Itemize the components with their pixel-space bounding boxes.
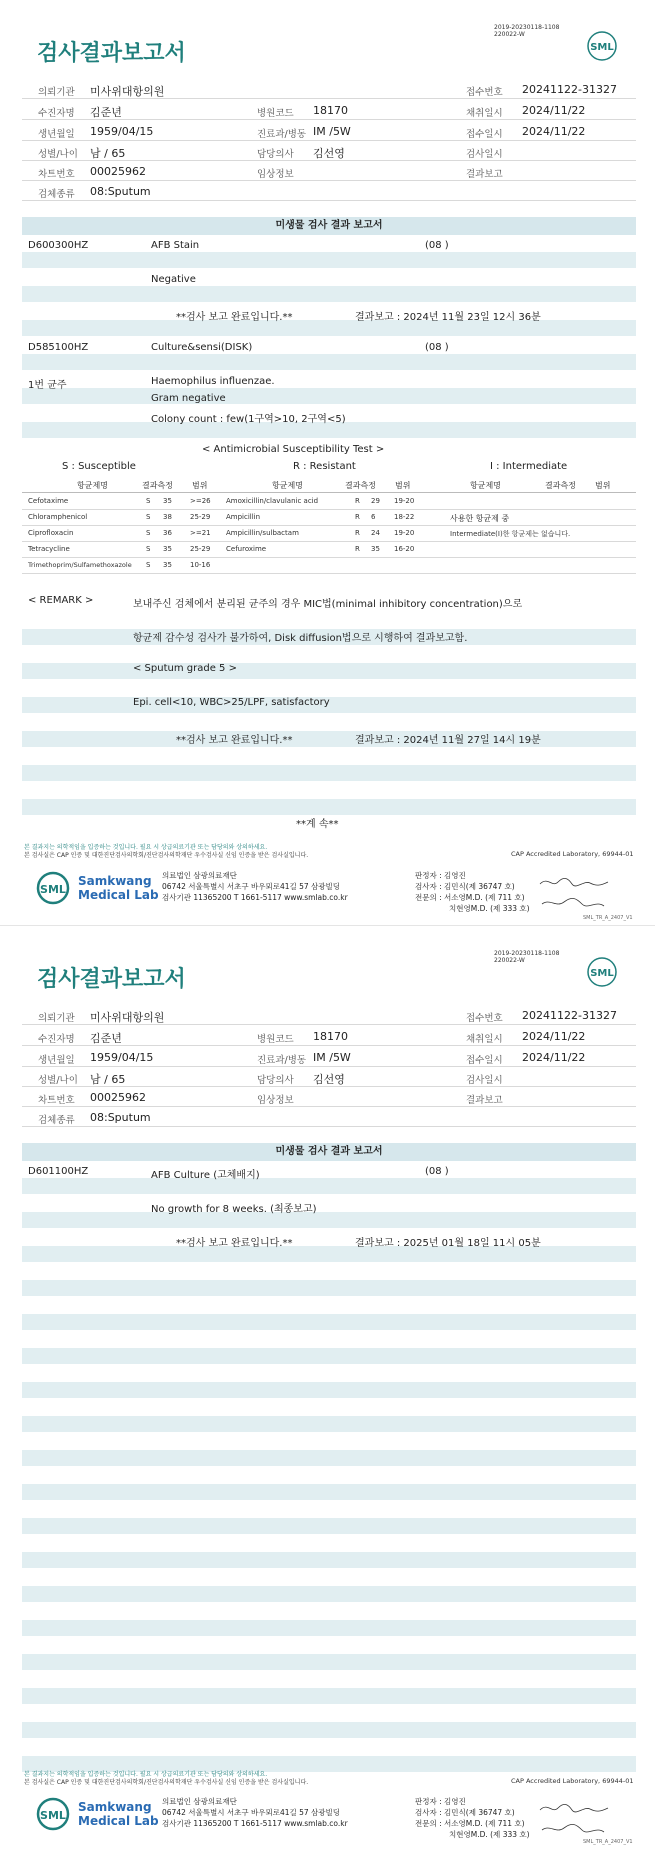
ast-drug: Trimethoprim/Sulfamethoxazole: [28, 561, 132, 569]
ast-range: >=26: [190, 497, 211, 505]
cap-accreditation: CAP Accredited Laboratory, 69944-01: [511, 850, 634, 858]
staff-line: 치현영M.D. (제 333 호): [449, 1830, 530, 1839]
col-result: 결과측정: [345, 481, 376, 490]
hospital-code-value: 18170: [313, 104, 348, 117]
ast-range: >=21: [190, 529, 211, 537]
lab-addr: 06742 서울특별시 서초구 바우뫼로41길 57 삼광빌딩: [162, 1808, 341, 1817]
svg-text:SML: SML: [40, 1809, 66, 1822]
birth-label: 생년월일: [38, 129, 75, 140]
ast-range: 25-29: [190, 513, 211, 521]
staff-line: 판정자 : 김영진: [415, 1797, 466, 1806]
doc-code: [494, 950, 559, 964]
lab-tel: 검사기관 11365200 T 1661-5117 www.smlab.co.kr: [162, 893, 348, 902]
ast-result: R: [355, 513, 360, 521]
test-specimen: (08 ): [425, 342, 449, 353]
receipt-no-label: 접수번호: [466, 1013, 503, 1024]
svg-text:SML: SML: [40, 883, 66, 896]
brand-line: Samkwang: [78, 874, 152, 888]
legend-susceptible: S : Susceptible: [62, 461, 136, 472]
collect-date-value: 2024/11/22: [522, 1030, 586, 1043]
svg-text:SML: SML: [590, 42, 614, 53]
sputum-grade: < Sputum grade 5 >: [133, 663, 237, 674]
birth-value: 1959/04/15: [90, 1051, 154, 1064]
sex-age-label: 성별/나이: [38, 149, 78, 160]
chart-value: 00025962: [90, 1091, 146, 1104]
col-drug: 항균제명: [77, 481, 108, 490]
collect-date-value: 2024/11/22: [522, 104, 586, 117]
ast-result: S: [146, 545, 151, 553]
lab-org: 의료법인 삼광의료재단: [162, 871, 237, 880]
ast-drug: Cefuroxime: [226, 545, 267, 553]
gram-stain: Gram negative: [151, 393, 226, 404]
patient-label: 수진자명: [38, 108, 75, 119]
continued-label: **계 속**: [296, 819, 339, 830]
doctor-value: 김선영: [313, 1073, 345, 1086]
col-range: 범위: [595, 481, 611, 490]
lab-org: 의료법인 삼광의료재단: [162, 1797, 237, 1806]
remark-text: 항균제 감수성 검사가 불가하여, Disk diffusion법으로 시행하여 결과보고함.: [133, 633, 468, 644]
report-datetime: 결과보고 : 2024년 11월 23일 12시 36분: [355, 312, 541, 323]
ast-result: S: [146, 497, 151, 505]
legend-resistant: R : Resistant: [293, 461, 356, 472]
sml-logo-icon: [35, 870, 71, 906]
dept-value: IM /5W: [313, 1051, 351, 1064]
chart-label: 차트번호: [38, 1095, 75, 1106]
sml-logo-icon: [586, 956, 618, 988]
dept-label: 진료과/병동: [257, 129, 307, 140]
doc-code-line: 2019-20230118-1108: [494, 950, 560, 957]
staff-line: 검사자 : 김민식(제 36747 호): [415, 1808, 515, 1817]
lab-staff: [415, 870, 530, 914]
test-code: D601100HZ: [28, 1166, 89, 1177]
ast-value: 24: [371, 529, 380, 537]
colony-count: Colony count : few(1구역>10, 2구역<5): [151, 414, 346, 425]
doc-code-line: 220022-W: [494, 31, 525, 38]
col-range: 범위: [192, 481, 208, 490]
lab-addr: 06742 서울특별시 서초구 바우뫼로41길 57 삼광빌딩: [162, 882, 341, 891]
receipt-no-label: 접수번호: [466, 87, 503, 98]
institution-value: 미사위대항의원: [90, 85, 165, 98]
ast-range: 19-20: [394, 497, 415, 505]
birth-label: 생년월일: [38, 1055, 75, 1066]
ast-range: 19-20: [394, 529, 415, 537]
ast-drug: Ciprofloxacin: [28, 529, 74, 537]
section-title: 미생물 검사 결과 보고서: [22, 217, 636, 235]
lab-address: [162, 1796, 348, 1829]
sex-age-label: 성별/나이: [38, 1075, 78, 1086]
ast-range: 10-16: [190, 561, 211, 569]
section-title: 미생물 검사 결과 보고서: [22, 1143, 636, 1161]
report-datetime: 결과보고 : 2024년 11월 27일 14시 19분: [355, 735, 541, 746]
doctor-value: 김선영: [313, 147, 345, 160]
clinical-label: 임상정보: [257, 1095, 294, 1106]
footer-note: 본 검사실은 CAP 인증 및 대한진단검사의학회/진단검사의학재단 우수검사실 신임 인증을 받은 검사실입니다.: [24, 852, 309, 859]
doc-code-line: 220022-W: [494, 957, 525, 964]
staff-line: 전문의 : 서소영M.D. (제 711 호): [415, 1819, 525, 1828]
receipt-no-value: 20241122-31327: [522, 1009, 617, 1022]
chart-value: 00025962: [90, 165, 146, 178]
patient-label: 수진자명: [38, 1034, 75, 1045]
staff-line: 검사자 : 김민식(제 36747 호): [415, 882, 515, 891]
ast-drug: Chloramphenicol: [28, 513, 88, 521]
report-complete: **검사 보고 완료입니다.**: [176, 1238, 293, 1249]
report-title: 검사결과보고서: [37, 967, 186, 992]
receive-date-value: 2024/11/22: [522, 125, 586, 138]
ast-result: S: [146, 513, 151, 521]
footer-note: 본 결과지는 의학적임을 입증하는 것입니다. 필요 시 상급의료기관 또는 담당의와 상의하세요.: [24, 844, 268, 851]
legend-intermediate: I : Intermediate: [490, 461, 568, 472]
svg-text:SML: SML: [590, 968, 614, 979]
brand-name: [78, 874, 159, 902]
ast-drug: Cefotaxime: [28, 497, 69, 505]
isolate-label: 1번 균주: [28, 380, 67, 391]
ast-value: 35: [163, 497, 172, 505]
ast-drug: Ampicillin/sulbactam: [226, 529, 299, 537]
ast-value: 6: [371, 513, 376, 521]
remark-label: < REMARK >: [28, 595, 94, 606]
report-title: 검사결과보고서: [37, 41, 186, 66]
institution-label: 의뢰기관: [38, 1013, 75, 1024]
test-result: Negative: [151, 274, 196, 285]
report-complete: **검사 보고 완료입니다.**: [176, 312, 293, 323]
test-name: Culture&sensi(DISK): [151, 342, 253, 353]
receive-date-value: 2024/11/22: [522, 1051, 586, 1064]
hospital-code-label: 병원코드: [257, 1034, 294, 1045]
doctor-label: 담당의사: [257, 1075, 294, 1086]
doctor-label: 담당의사: [257, 149, 294, 160]
ast-result: R: [355, 545, 360, 553]
signature-icon: [538, 874, 618, 914]
footer-note: 본 검사실은 CAP 인증 및 대한진단검사의학회/진단검사의학재단 우수검사실 신임 인증을 받은 검사실입니다.: [24, 1779, 309, 1786]
test-result: No growth for 8 weeks. (최종보고): [151, 1204, 317, 1215]
ast-value: 35: [371, 545, 380, 553]
col-drug: 항균제명: [470, 481, 501, 490]
test-specimen: (08 ): [425, 240, 449, 251]
footer-note: 본 결과지는 의학적임을 입증하는 것입니다. 필요 시 상급의료기관 또는 담당의와 상의하세요.: [24, 1771, 268, 1778]
ast-note: 사용한 항균제 중: [450, 514, 510, 523]
dept-value: IM /5W: [313, 125, 351, 138]
brand-line: Medical Lab: [78, 1814, 159, 1828]
sputum-grade-detail: Epi. cell<10, WBC>25/LPF, satisfactory: [133, 697, 330, 708]
ast-result: S: [146, 561, 151, 569]
form-version: SML_TR_A_2407_V1: [583, 915, 633, 921]
ast-value: 38: [163, 513, 172, 521]
institution-label: 의뢰기관: [38, 87, 75, 98]
sex-age-value: 남 / 65: [90, 1073, 126, 1086]
ast-drug: Amoxicillin/clavulanic acid: [226, 497, 319, 505]
hospital-code-value: 18170: [313, 1030, 348, 1043]
sex-age-value: 남 / 65: [90, 147, 126, 160]
patient-value: 김준년: [90, 1032, 122, 1045]
staff-line: 전문의 : 서소영M.D. (제 711 호): [415, 893, 525, 902]
brand-line: Medical Lab: [78, 888, 159, 902]
report-datetime: 결과보고 : 2025년 01월 18일 11시 05분: [355, 1238, 541, 1249]
ast-result: S: [146, 529, 151, 537]
col-drug: 항균제명: [272, 481, 303, 490]
ast-drug: Ampicillin: [226, 513, 261, 521]
doc-code-line: 2019-20230118-1108: [494, 24, 560, 31]
test-code: D600300HZ: [28, 240, 89, 251]
test-code: D585100HZ: [28, 342, 89, 353]
brand-line: Samkwang: [78, 1800, 152, 1814]
doc-code: [494, 24, 559, 38]
specimen-label: 검체종류: [38, 1115, 75, 1126]
report-complete: **검사 보고 완료입니다.**: [176, 735, 293, 746]
specimen-value: 08:Sputum: [90, 185, 151, 198]
ast-value: 29: [371, 497, 380, 505]
report-label: 결과보고: [466, 169, 503, 180]
report-label: 결과보고: [466, 1095, 503, 1106]
birth-value: 1959/04/15: [90, 125, 154, 138]
brand-name: [78, 1800, 159, 1828]
ast-value: 35: [163, 561, 172, 569]
institution-value: 미사위대항의원: [90, 1011, 165, 1024]
report-page-1: [0, 0, 655, 925]
patient-value: 김준년: [90, 106, 122, 119]
clinical-label: 임상정보: [257, 169, 294, 180]
lab-address: [162, 870, 348, 903]
remark-text: 보내주신 검체에서 분리된 균주의 경우 MIC법(minimal inhibitory concentration)으로: [133, 599, 523, 610]
ast-note: Intermediate(I)한 항균제는 없습니다.: [450, 530, 571, 538]
collect-date-label: 채취일시: [466, 108, 503, 119]
lab-staff: [415, 1796, 530, 1840]
form-version: SML_TR_A_2407_V1: [583, 1839, 633, 1845]
receive-date-label: 접수일시: [466, 1055, 503, 1066]
test-name: AFB Culture (고체배지): [151, 1170, 260, 1181]
ast-value: 36: [163, 529, 172, 537]
col-result: 결과측정: [545, 481, 576, 490]
col-range: 범위: [395, 481, 411, 490]
signature-icon: [538, 1800, 618, 1840]
test-date-label: 검사일시: [466, 1075, 503, 1086]
hospital-code-label: 병원코드: [257, 108, 294, 119]
receipt-no-value: 20241122-31327: [522, 83, 617, 96]
lab-tel: 검사기관 11365200 T 1661-5117 www.smlab.co.kr: [162, 1819, 348, 1828]
ast-result: R: [355, 529, 360, 537]
ast-range: 25-29: [190, 545, 211, 553]
cap-accreditation: CAP Accredited Laboratory, 69944-01: [511, 1777, 634, 1785]
staff-line: 판정자 : 김영진: [415, 871, 466, 880]
sml-logo-icon: [35, 1796, 71, 1832]
test-date-label: 검사일시: [466, 149, 503, 160]
ast-result: R: [355, 497, 360, 505]
ast-title: < Antimicrobial Susceptibility Test >: [202, 444, 385, 455]
test-specimen: (08 ): [425, 1166, 449, 1177]
ast-range: 18-22: [394, 513, 415, 521]
specimen-value: 08:Sputum: [90, 1111, 151, 1124]
dept-label: 진료과/병동: [257, 1055, 307, 1066]
ast-value: 35: [163, 545, 172, 553]
receive-date-label: 접수일시: [466, 129, 503, 140]
report-page-2: [0, 925, 655, 1851]
collect-date-label: 채취일시: [466, 1034, 503, 1045]
organism: Haemophilus influenzae.: [151, 376, 275, 387]
col-result: 결과측정: [142, 481, 173, 490]
ast-range: 16-20: [394, 545, 415, 553]
chart-label: 차트번호: [38, 169, 75, 180]
specimen-label: 검체종류: [38, 189, 75, 200]
staff-line: 치현영M.D. (제 333 호): [449, 904, 530, 913]
ast-drug: Tetracycline: [28, 545, 70, 553]
sml-logo-icon: [586, 30, 618, 62]
test-name: AFB Stain: [151, 240, 200, 251]
